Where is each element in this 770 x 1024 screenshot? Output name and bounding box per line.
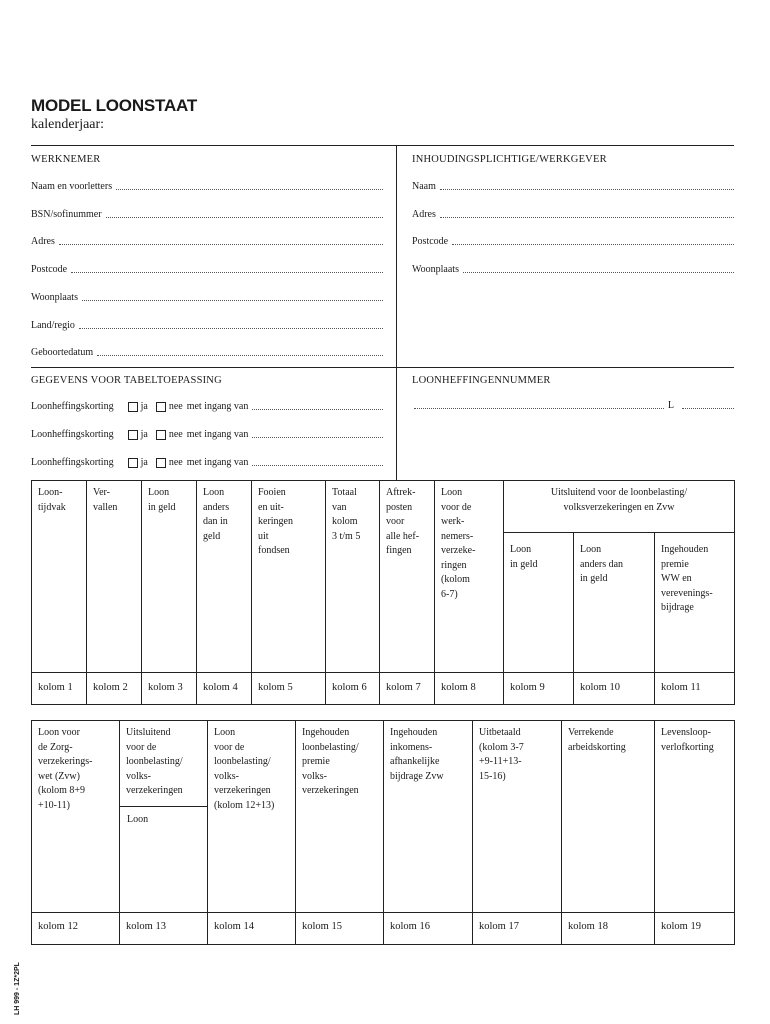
table-1-column-header: Fooien en uit- keringen uit fondsen [258,487,293,556]
table-2-entry-cell[interactable] [32,815,118,911]
table-1-entry-cell[interactable] [142,481,195,671]
werknemer-field-row[interactable] [31,209,383,220]
table-1-entry-cell[interactable] [380,481,433,671]
table-1-kolom-label: kolom 1 [38,682,73,693]
table-2-kolom-label: kolom 19 [661,921,701,932]
loonheffingskorting-row [31,457,383,468]
ja-label: ja [140,401,148,412]
werknemer-field-row[interactable] [31,347,383,358]
table-1-kolom-label: kolom 6 [332,682,367,693]
table-1-column-header: Aftrek- posten voor alle hef- fingen [386,487,420,556]
table-2-column-header: Levensloop- verlofkorting [661,727,714,753]
table-1-column-header: Totaal van kolom 3 t/m 5 [332,487,361,542]
table-2-column-header: Uitsluitend voor de loonbelasting/ volks- verzekeringen [126,727,183,796]
werkgever-heading: INHOUDINGSPLICHTIGE/WERKGEVER [412,154,607,165]
werkgever-field-row[interactable] [412,181,734,192]
table-1-kolom-label: kolom 10 [580,682,620,693]
table-1-kolom-label: kolom 8 [441,682,476,693]
ja-checkbox[interactable] [128,458,138,468]
page-title: MODEL LOONSTAAT [31,96,198,115]
werkgever-field-row[interactable] [412,264,734,275]
table-1-kolom-label: kolom 4 [203,682,238,693]
table-1-entry-cell[interactable] [252,481,324,671]
werkgever-field-dots [440,217,734,218]
table-1-entry-cell[interactable] [32,481,85,671]
werkgever-field-row[interactable] [412,236,734,247]
werknemer-field-dots [59,244,383,245]
table-1-column-header: Loon anders dan in geld [203,487,230,542]
table-1-kolom-label: kolom 7 [386,682,421,693]
werknemer-field-row[interactable] [31,236,383,247]
tabel-heading: GEGEVENS VOOR TABELTOEPASSING [31,375,222,386]
table-1-column-header: Loon- tijdvak [38,487,66,513]
calendar-year-label: kalenderjaar: [31,117,105,132]
table-2-column-header: Loon voor de loonbelasting/ volks- verzekeringen (kolom 12+13) [214,727,275,811]
loonheffingskorting-label: Loonheffingskorting [31,457,114,468]
nee-checkbox[interactable] [156,458,166,468]
table-2-kolom-label: kolom 13 [126,921,166,932]
table-2-entry-cell[interactable] [296,815,382,911]
table-1-kolom-label: kolom 2 [93,682,128,693]
top-rule [31,145,734,146]
loonheffingskorting-row [31,401,383,412]
table-1-entry-cell[interactable] [87,481,140,671]
loonheffing-suffix: L [667,400,674,411]
ingang-label: met ingang van [186,457,249,468]
table-2-kolom-label: kolom 16 [390,921,430,932]
werkgever-field-dots [463,272,734,273]
ingang-label: met ingang van [186,401,249,412]
table-1-kolom-label: kolom 11 [661,682,701,693]
ja-checkbox[interactable] [128,430,138,440]
nee-checkbox[interactable] [156,430,166,440]
table-2-entry-cell[interactable] [562,815,653,911]
werkgever-field-label: Postcode [412,236,449,248]
werkgever-field-dots [452,244,734,245]
table-1-kolom-label: kolom 5 [258,682,293,693]
table-2-column-header: Uitbetaald (kolom 3-7 +9-11+13- 15-16) [479,727,524,782]
werknemer-field-dots [79,328,383,329]
table-2-entry-cell[interactable] [120,832,206,911]
werknemer-field-row[interactable] [31,264,383,275]
table-1-column-header: Loon in geld [510,544,538,570]
table-1-column-header: Ingehouden premie WW en verevenings- bijdrage [661,544,713,613]
werkgever-field-row[interactable] [412,209,734,220]
ja-label: ja [140,429,148,440]
ingang-date-field[interactable] [252,465,383,466]
werknemer-field-row[interactable] [31,181,383,192]
werknemer-field-dots [106,217,383,218]
form-code: LH 999 - 1Z*2PL [14,962,21,1015]
table-2-column-header: Loon voor de Zorg- verzekerings- wet (Zvw) (kolom 8+9 +10-11) [38,727,93,811]
table-2-entry-cell[interactable] [473,815,560,911]
ja-checkbox[interactable] [128,402,138,412]
ingang-date-field[interactable] [252,437,383,438]
table-1-entry-cell[interactable] [435,481,502,671]
nee-label: nee [168,457,183,468]
werknemer-field-label: Land/regio [31,319,75,331]
werknemer-field-row[interactable] [31,292,383,303]
table-2-sub13-label: Loon [127,814,149,825]
werknemer-field-dots [97,355,383,356]
table-1-column-header: Loon voor de werk- nemers- verzeke- ringen (kolom 6-7) [441,487,476,600]
werknemer-heading: WERKNEMER [31,154,101,165]
table-2-column-header: Ingehouden loonbelasting/ premie volks- verzekeringen [302,727,359,796]
loonheffing-dots-end [682,408,734,409]
table-2-entry-cell[interactable] [208,815,294,911]
loonheffing-number-field[interactable] [412,400,734,411]
table-1-entry-cell[interactable] [504,533,572,671]
mid-rule [31,367,734,368]
werkgever-field-label: Adres [412,208,436,220]
table-1-kolom-label: kolom 3 [148,682,183,693]
table-1-kolom-rule [31,672,735,673]
werknemer-field-row[interactable] [31,320,383,331]
nee-label: nee [168,401,183,412]
table-1-kolom-label: kolom 9 [510,682,545,693]
nee-label: nee [168,429,183,440]
table-2-column-header: Ingehouden inkomens- afhankelijke bijdrage Zvw [390,727,444,782]
table-1-column-header: Loon in geld [148,487,176,513]
ja-label: ja [140,457,148,468]
werkgever-field-label: Naam [412,181,436,192]
werknemer-field-label: Postcode [31,264,68,276]
table-2-kolom-label: kolom 18 [568,921,608,932]
nee-checkbox[interactable] [156,402,166,412]
table-2-column-header: Verrekende arbeidskorting [568,727,626,753]
table-2-kolom-label: kolom 15 [302,921,342,932]
werknemer-field-label: Geboortedatum [31,347,94,359]
ingang-date-field[interactable] [252,409,383,410]
table-2-entry-cell[interactable] [655,815,734,911]
table-1-entry-cell[interactable] [326,481,378,671]
werknemer-field-label: Woonplaats [31,291,78,303]
werkgever-field-label: Woonplaats [412,264,459,276]
werknemer-field-dots [82,300,383,301]
loonheffingskorting-row [31,429,383,440]
table-2-sub-rule [119,806,207,807]
werknemer-field-dots [71,272,383,273]
werknemer-field-label: Adres [31,236,55,248]
loonheffing-heading: LOONHEFFINGENNUMMER [412,375,551,386]
loonheffingskorting-label: Loonheffingskorting [31,429,114,440]
loonheffing-dots [414,408,664,409]
werkgever-field-dots [440,189,734,190]
table-2-entry-cell[interactable] [384,815,471,911]
werknemer-field-label: Naam en voorletters [31,181,113,192]
table-2-kolom-label: kolom 14 [214,921,254,932]
ingang-label: met ingang van [186,429,249,440]
center-divider [396,145,397,481]
werknemer-field-label: BSN/sofinummer [31,208,102,220]
table-2-kolom-label: kolom 12 [38,921,78,932]
table-2-kolom-label: kolom 17 [479,921,519,932]
table-1-column-header: Loon anders dan in geld [580,544,624,584]
werknemer-field-dots [116,189,383,190]
table-1-column-header: Ver- vallen [93,487,118,513]
table-1-entry-cell[interactable] [574,533,653,671]
loonheffingskorting-label: Loonheffingskorting [31,401,114,412]
table-1-entry-cell[interactable] [655,533,734,671]
table-1-group-header: Uitsluitend voor de loonbelasting/ volksverzekeringen en Zvw [550,487,688,513]
table-1-entry-cell[interactable] [197,481,250,671]
